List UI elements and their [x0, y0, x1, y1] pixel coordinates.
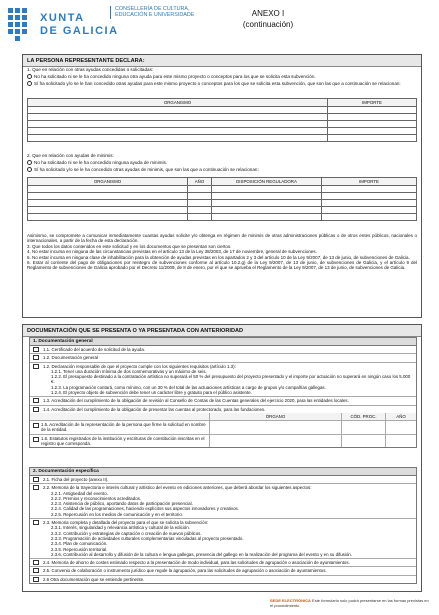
item-label: 1.1. Certificado del acuerdo de solicitud de la ayuda. [43, 347, 146, 352]
col-ano: AÑO [396, 413, 406, 419]
list-item[interactable] [30, 363, 416, 398]
checkbox-icon[interactable] [33, 560, 39, 565]
sub-item-label: 2.3.6. Contribución al desarrollo y difusión de la cultura e lengua gallegas, presencia del gallego en la realización del programa del evento y en su difusión. [51, 551, 352, 557]
sub-item-label: 1.2.1. Tener una duración mínima de dos conmemorativas y un máximo de seis. [51, 368, 207, 374]
table-row[interactable] [28, 186, 417, 193]
col-cod-proc: CÓD. PROC. [342, 413, 386, 420]
col-importe: IMPORTE [322, 178, 417, 186]
sub-item-label: 1.2.4. El proyecto objeto de subvención debe tener un carácter libre y gratuito para el público asistente. [51, 390, 252, 396]
specific-docs-section [29, 467, 417, 584]
checkbox-icon[interactable] [33, 477, 39, 482]
declaration-box [22, 54, 422, 318]
list-item[interactable] [30, 346, 416, 354]
logo-line2: DE GALICIA [40, 25, 119, 37]
footer-note [270, 598, 430, 608]
item-label: 1.3. Acreditación del cumplimiento de la obligación de revisión al Consello de Contas de las Cuentas generales del ejercicio 2020, para las entidades locales. [43, 398, 349, 404]
list-item[interactable] [30, 559, 416, 567]
annex-subtitle: (continuación) [242, 20, 294, 29]
item-label: 2.5. Convenio de colaboración o instrumento jurídico que regule la agrupación, para las solicitudes de agrupación o asociación de ayuntamientos. [43, 568, 327, 574]
table-row[interactable] [28, 135, 417, 142]
q2-option-yes[interactable]: Sí ha solicitado y/o se le ha concedido otras ayudas de minimis, que son las que a continuación se relacionan: [27, 167, 417, 173]
question-2: 2. Que en relación con ayudas de minimis: [27, 153, 114, 158]
sub-item-label: 2.3.5. Repercusión territorial. [51, 546, 108, 552]
checkbox-icon[interactable] [33, 407, 39, 412]
declaration-title: LA PERSONA REPRESENTANTE DECLARA: [23, 55, 421, 67]
declarations-list [27, 233, 417, 271]
documentation-box [22, 324, 422, 592]
list-item[interactable] [30, 519, 416, 559]
sub-item-label: 2.3.2. Contribución y estrategias de captación o creación de nuevos públicos. [51, 530, 202, 536]
annex-label: ANEXO I [251, 9, 285, 18]
radio-icon[interactable] [27, 81, 32, 86]
authority-header-row [30, 413, 416, 421]
checkbox-icon[interactable] [33, 485, 39, 490]
list-item[interactable] [30, 567, 416, 575]
ministry-name: CONSELLERÍA DE CULTURA, EDUCACIÓN E UNIVERSIDADE [110, 6, 200, 19]
sub-item-label: 2.2.2. Premios y reconocimientos acreditados. [51, 495, 142, 501]
item-label: 2.4. Memoria de ahorro de costes estimado respecto a la presentación de modo individual, para las solicitudes de agrupación o asociación de ayuntamientos. [43, 560, 350, 566]
checkbox-icon[interactable] [33, 347, 39, 352]
document-title [228, 8, 308, 30]
list-item[interactable] [30, 576, 416, 583]
col-organo: ÓRGANO [210, 413, 342, 420]
col-organismo: ORGANISMO [28, 178, 188, 186]
sub-item-label: 2.2.5. Repercusión en los medios de comunicación y en el territorio. [51, 511, 184, 517]
declaration-item: 3. Que todos los datos contenidos en este solicitud y en los documentos que se presentan son ciertos. [27, 243, 232, 249]
item-label: 1.2. Declaración responsable de que el proyecto cumple con los siguientes requisitos (artículo 1.3): [43, 363, 236, 369]
item-label: 2.2. Memoria de la trayectoria e interés cultural y artístico del evento en ediciones anteriores, que deberá abordar los siguientes aspectos: [43, 485, 312, 491]
q1-option-yes[interactable]: Sí ha solicitado y/o se le han concedido otras ayudas para este mismo proyecto o conceptos para los que se solicita esta subvención, que son las que a continuación se relacionan: [27, 81, 417, 87]
col-organismo: ORGANISMO [28, 99, 328, 107]
table-row[interactable] [28, 114, 417, 121]
table-row[interactable] [28, 121, 417, 128]
list-item[interactable] [30, 406, 416, 413]
list-item[interactable] [30, 484, 416, 519]
checkbox-icon[interactable] [33, 437, 39, 442]
table-row[interactable] [28, 107, 417, 114]
radio-icon[interactable] [27, 160, 32, 165]
col-importe: IMPORTE [328, 99, 417, 107]
col-disposicion: DISPOSICIÓN REGULADORA [212, 178, 322, 186]
sub-item-label: 2.2.4. Calidad de las programaciones, haciendo explícitos sus aspectos innovadores y creativos. [51, 506, 239, 512]
item-label: 1.4. Acreditación del cumplimiento de la obligación de presentar las cuentas al protectorado, para las fundaciones. [43, 406, 266, 412]
table-row[interactable] [28, 193, 417, 200]
item-label: 1.2. Documentación general [43, 355, 98, 361]
list-item[interactable] [30, 476, 416, 484]
section-heading: 1. Documentación general [30, 338, 416, 346]
sub-item-label: 2.3.4. Plan de comunicación. [51, 541, 108, 547]
checkbox-icon[interactable] [33, 355, 39, 360]
sub-item-label: 1.2.3. La programación contará, como mínimo, con un 30 % del total de las actuaciones artísticas a cargo de grupos y/o compañías gallegas. [51, 384, 326, 390]
checkbox-icon[interactable] [33, 568, 39, 573]
general-docs-section [29, 337, 417, 448]
col-ano: AÑO [188, 178, 212, 186]
list-item[interactable] [30, 397, 416, 405]
declaration-item: 6. Estar al corriente del pago de obligaciones por reintegro de subvenciones conforme al artículo 10.2.g) de la Ley 9/2007, de 13 de junio, de subvenciones de Galicia, y el artículo 9 del Reglamento de subvenciones de Galicia aprobado por el Decreto 11/2009, de 8 de enero, por el que se aprueba el Reglamento de la Ley 9/2007, de 13 de junio, de subvenciones de Galicia. [27, 260, 417, 271]
declaration-item: 5. No estar incursa en ninguna clase de inhabilitación para la obtención de ayudas previstas en los apartados 2 y 3 del artículo 10 de la Ley 9/2007, de 13 de junio, de subvenciones de Galicia. [27, 254, 410, 260]
sub-item-label: 2.2.3. Asistencia de público, aportando datos de participación presencial. [51, 501, 193, 507]
declaration-item: 4. No estar incursa en ninguna de las circunstancias previstas en el artículo 13 de la Ley 38/2003, de 17 de noviembre, general de subvenciones. [27, 249, 317, 255]
radio-icon[interactable] [27, 74, 32, 79]
sub-item-label: 2.3.3. Programación de actividades culturales complementarias vinculadas al proyecto presentado. [51, 535, 244, 541]
checkbox-icon[interactable] [33, 423, 39, 428]
declaration-item: Asimismo, se compromete a comunicar inmediatamente cuantas ayudas solicite y/o obtenga en régimen de minimis de otras administraciones públicas o de otros entes públicos, nacionales o internacionales, a partir de la fecha de esta declaración. [27, 233, 417, 244]
checkbox-icon[interactable] [33, 520, 39, 525]
item-label: 2.6 Otra documentación que se entiende pertinente. [43, 576, 145, 582]
list-item[interactable] [30, 354, 416, 362]
q2-option-no[interactable]: No ha solicitado ni se le ha concedido ninguna ayuda de minimis. [27, 160, 417, 166]
page-header [0, 0, 439, 52]
radio-icon[interactable] [27, 167, 32, 172]
xunta-emblem-icon [6, 6, 34, 44]
table-row[interactable] [28, 200, 417, 207]
checkbox-icon[interactable] [33, 577, 39, 582]
footer-text: Este formulario solo podrá presentarse en las formas previstas en el procedimiento [270, 598, 429, 608]
list-item[interactable]: 1.6. Estatutos registrados de la institución y escrituras de constitución inscritas en el registro que corresponda. [30, 435, 416, 448]
table-row[interactable] [28, 214, 417, 221]
q1-option-no[interactable]: No ha solicitado ni se le ha concedido ninguna otra ayuda para este mismo proyecto o conceptos para los que se solicita esta subvención. [27, 74, 417, 80]
logo-line1: XUNTA [40, 12, 85, 24]
checkbox-icon[interactable] [33, 398, 39, 403]
minimis-table [27, 177, 417, 221]
section-heading: 2. Documentación específica [30, 468, 416, 476]
sub-item-label: 2.2.1. Antigüedad del evento. [51, 490, 108, 496]
checkbox-icon[interactable] [33, 364, 39, 369]
aid-table [27, 98, 417, 142]
item-label: 2.1. Ficha del proyecto (anexo II). [43, 477, 109, 482]
list-item[interactable]: 1.5. Acreditación de la representación de la persona que firme la solicitud en nombre de la entidad. [30, 421, 416, 435]
documentation-title: DOCUMENTACIÓN QUE SE PRESENTA O YA PRESENTADA CON ANTERIORIDAD [23, 325, 421, 337]
sub-item-label: 1.2.2. El presupuesto destinado a la contratación artística no superará el 50 % del presupuesto del proyecto presentado y el importe por actuación no superará en ningún caso los 5.000 €. [51, 374, 411, 385]
table-row[interactable] [28, 128, 417, 135]
sede-brand: SEDE ELECTRÓNICA [270, 598, 311, 603]
sub-item-label: 2.3.1. Interés, singularidad y relevancia artística y cultural de la edición. [51, 525, 190, 531]
item-label: 2.3. Memoria completa y detallada del proyecto para el que se solicita la subvención: [43, 520, 209, 526]
table-row[interactable] [28, 207, 417, 214]
question-1: 1. Que en relación con otras ayudas concedidas o solicitadas: [27, 67, 154, 72]
